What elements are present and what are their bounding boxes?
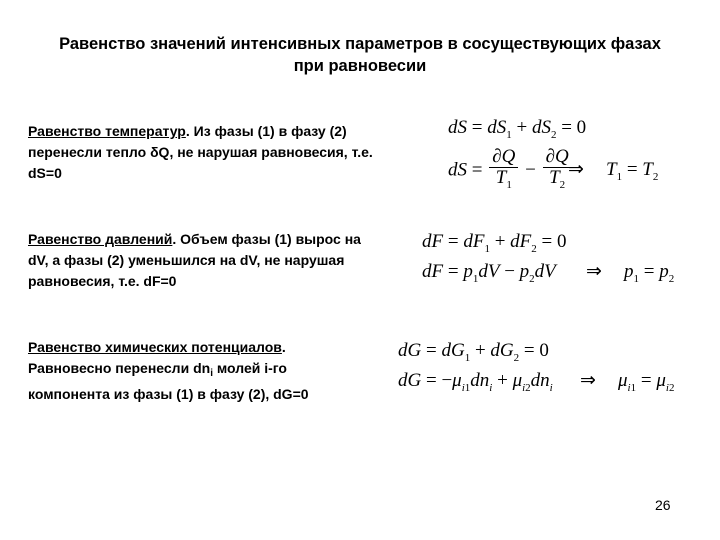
section-temperature-text — [28, 121, 373, 184]
section-chemical-potential-line3: компонента из фазы (1) в фазу (2), dG=0 — [28, 386, 309, 402]
section-pressure-text — [28, 229, 361, 292]
equation-gibbs-transfer: dG = $-\mu_{i1}dn_i + \mu_{i2}dn_i$ — [398, 370, 553, 394]
section-temperature-line2: перенесли тепло δQ, не нарушая равновесия, т.е. — [28, 144, 373, 160]
section-temperature-heading: Равенство температур — [28, 123, 186, 139]
implies-arrow-2: ⇒ — [586, 261, 602, 282]
section-temperature-line3: dS=0 — [28, 165, 62, 181]
section-chemical-potential-line2-sub: i — [210, 368, 213, 379]
equation-entropy-sum: dS = $dS_1 + dS_2 = 0$ — [448, 117, 587, 141]
section-pressure-line1: . Объем фазы (1) вырос на — [172, 231, 361, 247]
section-chemical-potential-line2-end: молей i-го — [212, 360, 287, 376]
section-chemical-potential-line2-start: Равновесно перенесли dn — [28, 360, 211, 376]
equation-entropy-heat: dS = $\frac{\partial Q}{T_1}$ − $\frac{\partial Q}{T_2}$ — [448, 147, 574, 195]
title-line-1: Равенство значений интенсивных параметров в сосуществующих фазах — [59, 35, 661, 53]
section-chemical-potential-heading: Равенство химических потенциалов — [28, 339, 282, 355]
equation-chemical-potential-equality: $\mu_{i1} = \mu_{i2}$ — [618, 370, 675, 394]
implies-arrow-1: ⇒ — [568, 159, 584, 180]
implies-arrow-3: ⇒ — [580, 370, 596, 391]
section-pressure-line3: равновесия, т.е. dF=0 — [28, 273, 177, 289]
section-temperature-line1: . Из фазы (1) в фазу (2) — [185, 123, 347, 139]
equation-gibbs-sum: dG = $dG_1 + dG_2 = 0$ — [398, 340, 549, 364]
section-pressure-line2: dV, а фазы (2) уменьшился на dV, не нарушая — [28, 252, 345, 268]
section-pressure-heading: Равенство давлений — [28, 231, 173, 247]
equation-free-energy-work: dF = $p_1dV - p_2dV$ — [422, 261, 556, 285]
page-title — [0, 33, 720, 77]
section-chemical-potential-text — [28, 337, 309, 405]
equation-free-energy-sum: dF = $dF_1 + dF_2 = 0$ — [422, 231, 567, 255]
section-chemical-potential-line1: . — [281, 339, 286, 355]
page-number: 26 — [655, 497, 671, 513]
equation-temperature-equality: $T_1 = T_2$ — [606, 159, 659, 183]
title-line-2: при равновесии — [293, 57, 427, 75]
equation-pressure-equality: $p_1 = p_2$ — [624, 261, 675, 285]
